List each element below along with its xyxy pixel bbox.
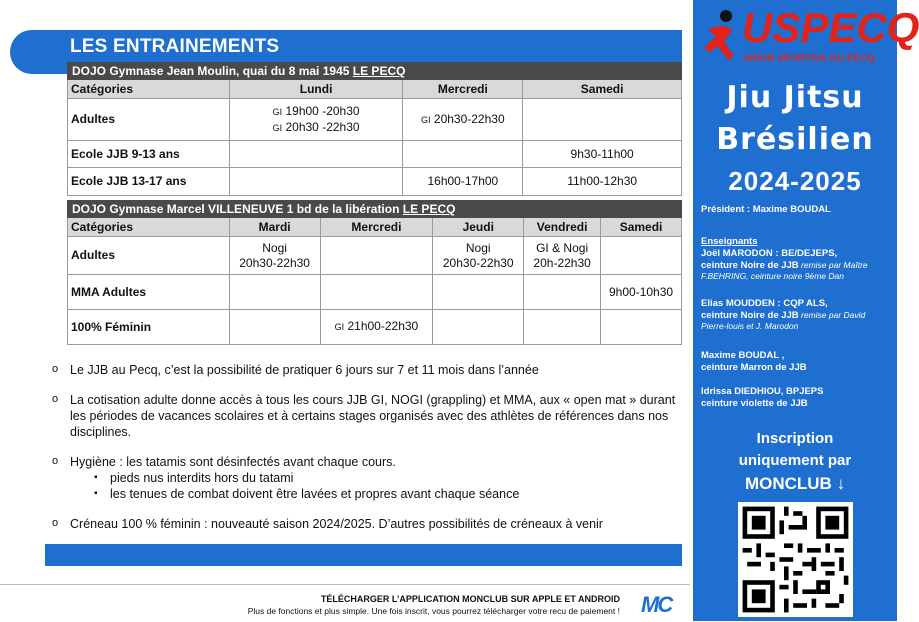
monclub-link[interactable]: MONCLUB ↓ [744,474,846,493]
col-header-vendredi: Vendredi [524,218,601,237]
teacher-3: Maxime BOUDAL , ceinture Marron de JJB [701,350,807,373]
cell-samedi [523,99,682,141]
table-row: Adultes Nogi 20h30-22h30 Nogi 20h30-22h30 GI & Nogi 20h-22h30 [68,237,682,275]
cell-lundi: GI 19h00 -20h30 GI 20h30 -22h30 [229,99,403,141]
footer-app-text: TÉLÉCHARGER L’APPLICATION MONCLUB SUR APPLE ET ANDROID [320,594,620,604]
cell-mercredi: GI 20h30-22h30 [403,99,523,141]
col-header-categories: Catégories [68,218,230,237]
info-item: o La cotisation adulte donne accès à tous les cours JJB GI, NOGI (grappling) et MMA, aux « open mat » durant les périodes de vacances scolaires et à certains stages organisés avec des athlètes de références dans nos disciplines. [52,392,682,440]
info-subitem: ▪ pieds nus interdits hors du tatami [92,470,682,486]
info-item: o Le JJB au Pecq, c’est la possibilité de pratiquer 6 jours sur 7 et 11 mois dans l’année [52,362,682,378]
panel-title-2: Brésilien [716,122,874,157]
schedule-table-dojo1 [67,62,682,196]
col-header-mardi: Mardi [229,218,320,237]
footer-info-text: Plus de fonctions et plus simple. Une fois inscrit, vous pourrez télécharger votre recu de paiement ! [247,606,620,616]
col-header-samedi: Samedi [601,218,682,237]
dojo1-header: DOJO Gymnase Jean Moulin, quai du 8 mai 1945 LE PECQ [68,63,682,80]
footer-divider [0,584,690,585]
runner-icon [700,8,744,64]
enseignants-label: Enseignants [701,236,758,247]
table-row: Adultes GI 19h00 -20h30 GI 20h30 -22h30 GI 20h30-22h30 [68,99,682,141]
panel-title-1: Jiu Jitsu [726,80,864,115]
dojo1-city: LE PECQ [352,63,406,78]
teacher-4: Idrissa DIEDHIOU, BPJEPS ceinture violette de JJB [701,386,824,409]
arrow-down-icon: ↓ [836,474,846,493]
col-header-jeudi: Jeudi [433,218,524,237]
schedule-table-dojo2 [67,200,682,345]
info-subitem: ▪ les tenues de combat doivent être lavées et propres avant chaque séance [92,486,682,502]
table-row: Ecole JJB 13-17 ans 16h00-17h00 11h00-12h30 [68,168,682,196]
page-title: LES ENTRAINEMENTS [70,36,280,57]
col-header-mercredi: Mercredi [403,80,523,99]
table-row: 100% Féminin GI 21h00-22h30 [68,310,682,345]
table-row: MMA Adultes 9h00-10h30 [68,275,682,310]
dojo2-city: LE PECQ [402,201,456,216]
dojo2-header: DOJO Gymnase Marcel VILLENEUVE 1 bd de la libération LE PECQ [68,201,682,218]
teacher-1: Joël MARODON : BE/DEJEPS, ceinture Noire de JJB remise par Maître F.BEHRING, ceinture noire 9ème Dan [701,248,868,281]
col-header-categories: Catégories [68,80,230,99]
monclub-logo: MC [641,592,672,617]
col-header-samedi: Samedi [523,80,682,99]
info-item: o Hygiène : les tatamis sont désinfectés avant chaque cours. [52,454,682,470]
qr-code-icon [738,502,853,617]
president: Président : Maxime BOUDAL [701,204,831,215]
col-header-lundi: Lundi [229,80,403,99]
info-list [52,362,682,546]
inscription-line-2: uniquement par [738,452,852,469]
panel-season: 2024-2025 [728,166,862,196]
col-header-mercredi: Mercredi [320,218,433,237]
table-row: Ecole JJB 9-13 ans 9h30-11h00 [68,141,682,168]
info-item: o Créneau 100 % féminin : nouveauté saison 2024/2025. D’autres possibilités de créneaux à venir [52,516,682,532]
inscription-line-1: Inscription [756,430,834,447]
teacher-2: Elias MOUDDEN : CQP ALS, ceinture Noire de JJB remise par David Pierre-louis et J. Marodon [701,298,866,331]
qr-code[interactable] [738,502,853,617]
divider-bar [45,544,682,566]
